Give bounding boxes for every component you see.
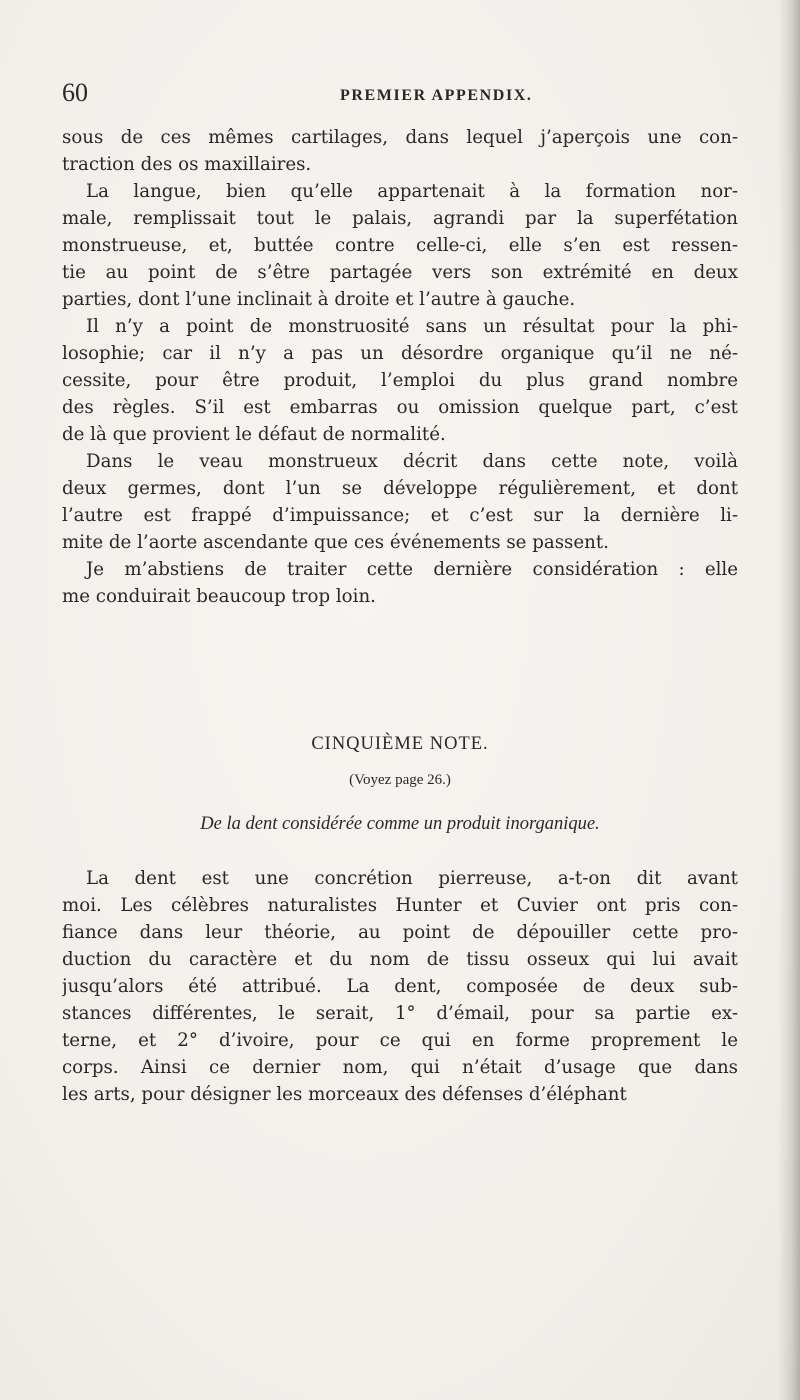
- text-line: fiance dans leur théorie, au point de dépouiller cette pro-: [62, 922, 738, 943]
- text-line: l’autre est frappé d’impuissance; et c’est sur la dernière li-: [62, 505, 738, 526]
- paragraph: [62, 313, 738, 448]
- text-line: Il n’y a point de monstruosité sans un résultat pour la phi-: [86, 316, 738, 337]
- paragraph: [62, 124, 738, 178]
- text-line: cessite, pour être produit, l’emploi du plus grand nombre: [62, 370, 738, 391]
- page-header: [62, 78, 712, 112]
- text-line: jusqu’alors été attribué. La dent, composée de deux sub-: [62, 976, 738, 997]
- text-line: traction des os maxillaires.: [62, 154, 312, 175]
- text-line: les arts, pour désigner les morceaux des défenses d’éléphant: [62, 1084, 627, 1105]
- text-line: monstrueuse, et, buttée contre celle-ci, elle s’en est ressen-: [62, 235, 738, 256]
- paragraph: [62, 556, 738, 610]
- text-line: moi. Les célèbres naturalistes Hunter et Cuvier ont pris con-: [62, 895, 738, 916]
- text-line: corps. Ainsi ce dernier nom, qui n’était d’usage que dans: [62, 1057, 738, 1078]
- text-line: me conduirait beaucoup trop loin.: [62, 586, 376, 607]
- section-title: CINQUIÈME NOTE.: [311, 734, 489, 754]
- text-line: La langue, bien qu’elle appartenait à la formation nor-: [86, 181, 738, 202]
- paragraph: [62, 178, 738, 313]
- text-line: sous de ces mêmes cartilages, dans lequel j’aperçois une con-: [62, 127, 738, 148]
- text-line: deux germes, dont l’un se développe régulièrement, et dont: [62, 478, 738, 499]
- text-line: duction du caractère et du nom de tissu osseux qui lui avait: [62, 949, 738, 970]
- body-text-bottom: [62, 865, 738, 1108]
- text-line: parties, dont l’une inclinait à droite et l’autre à gauche.: [62, 289, 576, 310]
- paragraph: [62, 448, 738, 556]
- text-line: stances différentes, le serait, 1° d’émail, pour sa partie ex-: [62, 1003, 738, 1024]
- text-line: mite de l’aorte ascendante que ces événements se passent.: [62, 532, 609, 553]
- page-number: 60: [62, 78, 88, 107]
- text-line: losophie; car il n’y a pas un désordre organique qu’il ne né-: [62, 343, 738, 364]
- running-head: PREMIER APPENDIX.: [340, 87, 533, 104]
- paragraph: [62, 865, 738, 1108]
- section-reference: (Voyez page 26.): [349, 772, 451, 788]
- section-subtitle: De la dent considérée comme un produit inorganique.: [200, 814, 600, 834]
- body-text-top: [62, 124, 738, 610]
- text-line: de là que provient le défaut de normalité.: [62, 424, 446, 445]
- text-line: des règles. S’il est embarras ou omission quelque part, c’est: [62, 397, 738, 418]
- text-line: La dent est une concrétion pierreuse, a-t-on dit avant: [86, 868, 738, 889]
- text-line: terne, et 2° d’ivoire, pour ce qui en forme proprement le: [62, 1030, 738, 1051]
- page-edge-shadow: [778, 0, 800, 1400]
- text-line: Dans le veau monstrueux décrit dans cette note, voilà: [86, 451, 738, 472]
- text-line: Je m’abstiens de traiter cette dernière considération : elle: [86, 559, 738, 580]
- text-line: male, remplissait tout le palais, agrandi par la superfétation: [62, 208, 738, 229]
- text-line: tie au point de s’être partagée vers son extrémité en deux: [62, 262, 738, 283]
